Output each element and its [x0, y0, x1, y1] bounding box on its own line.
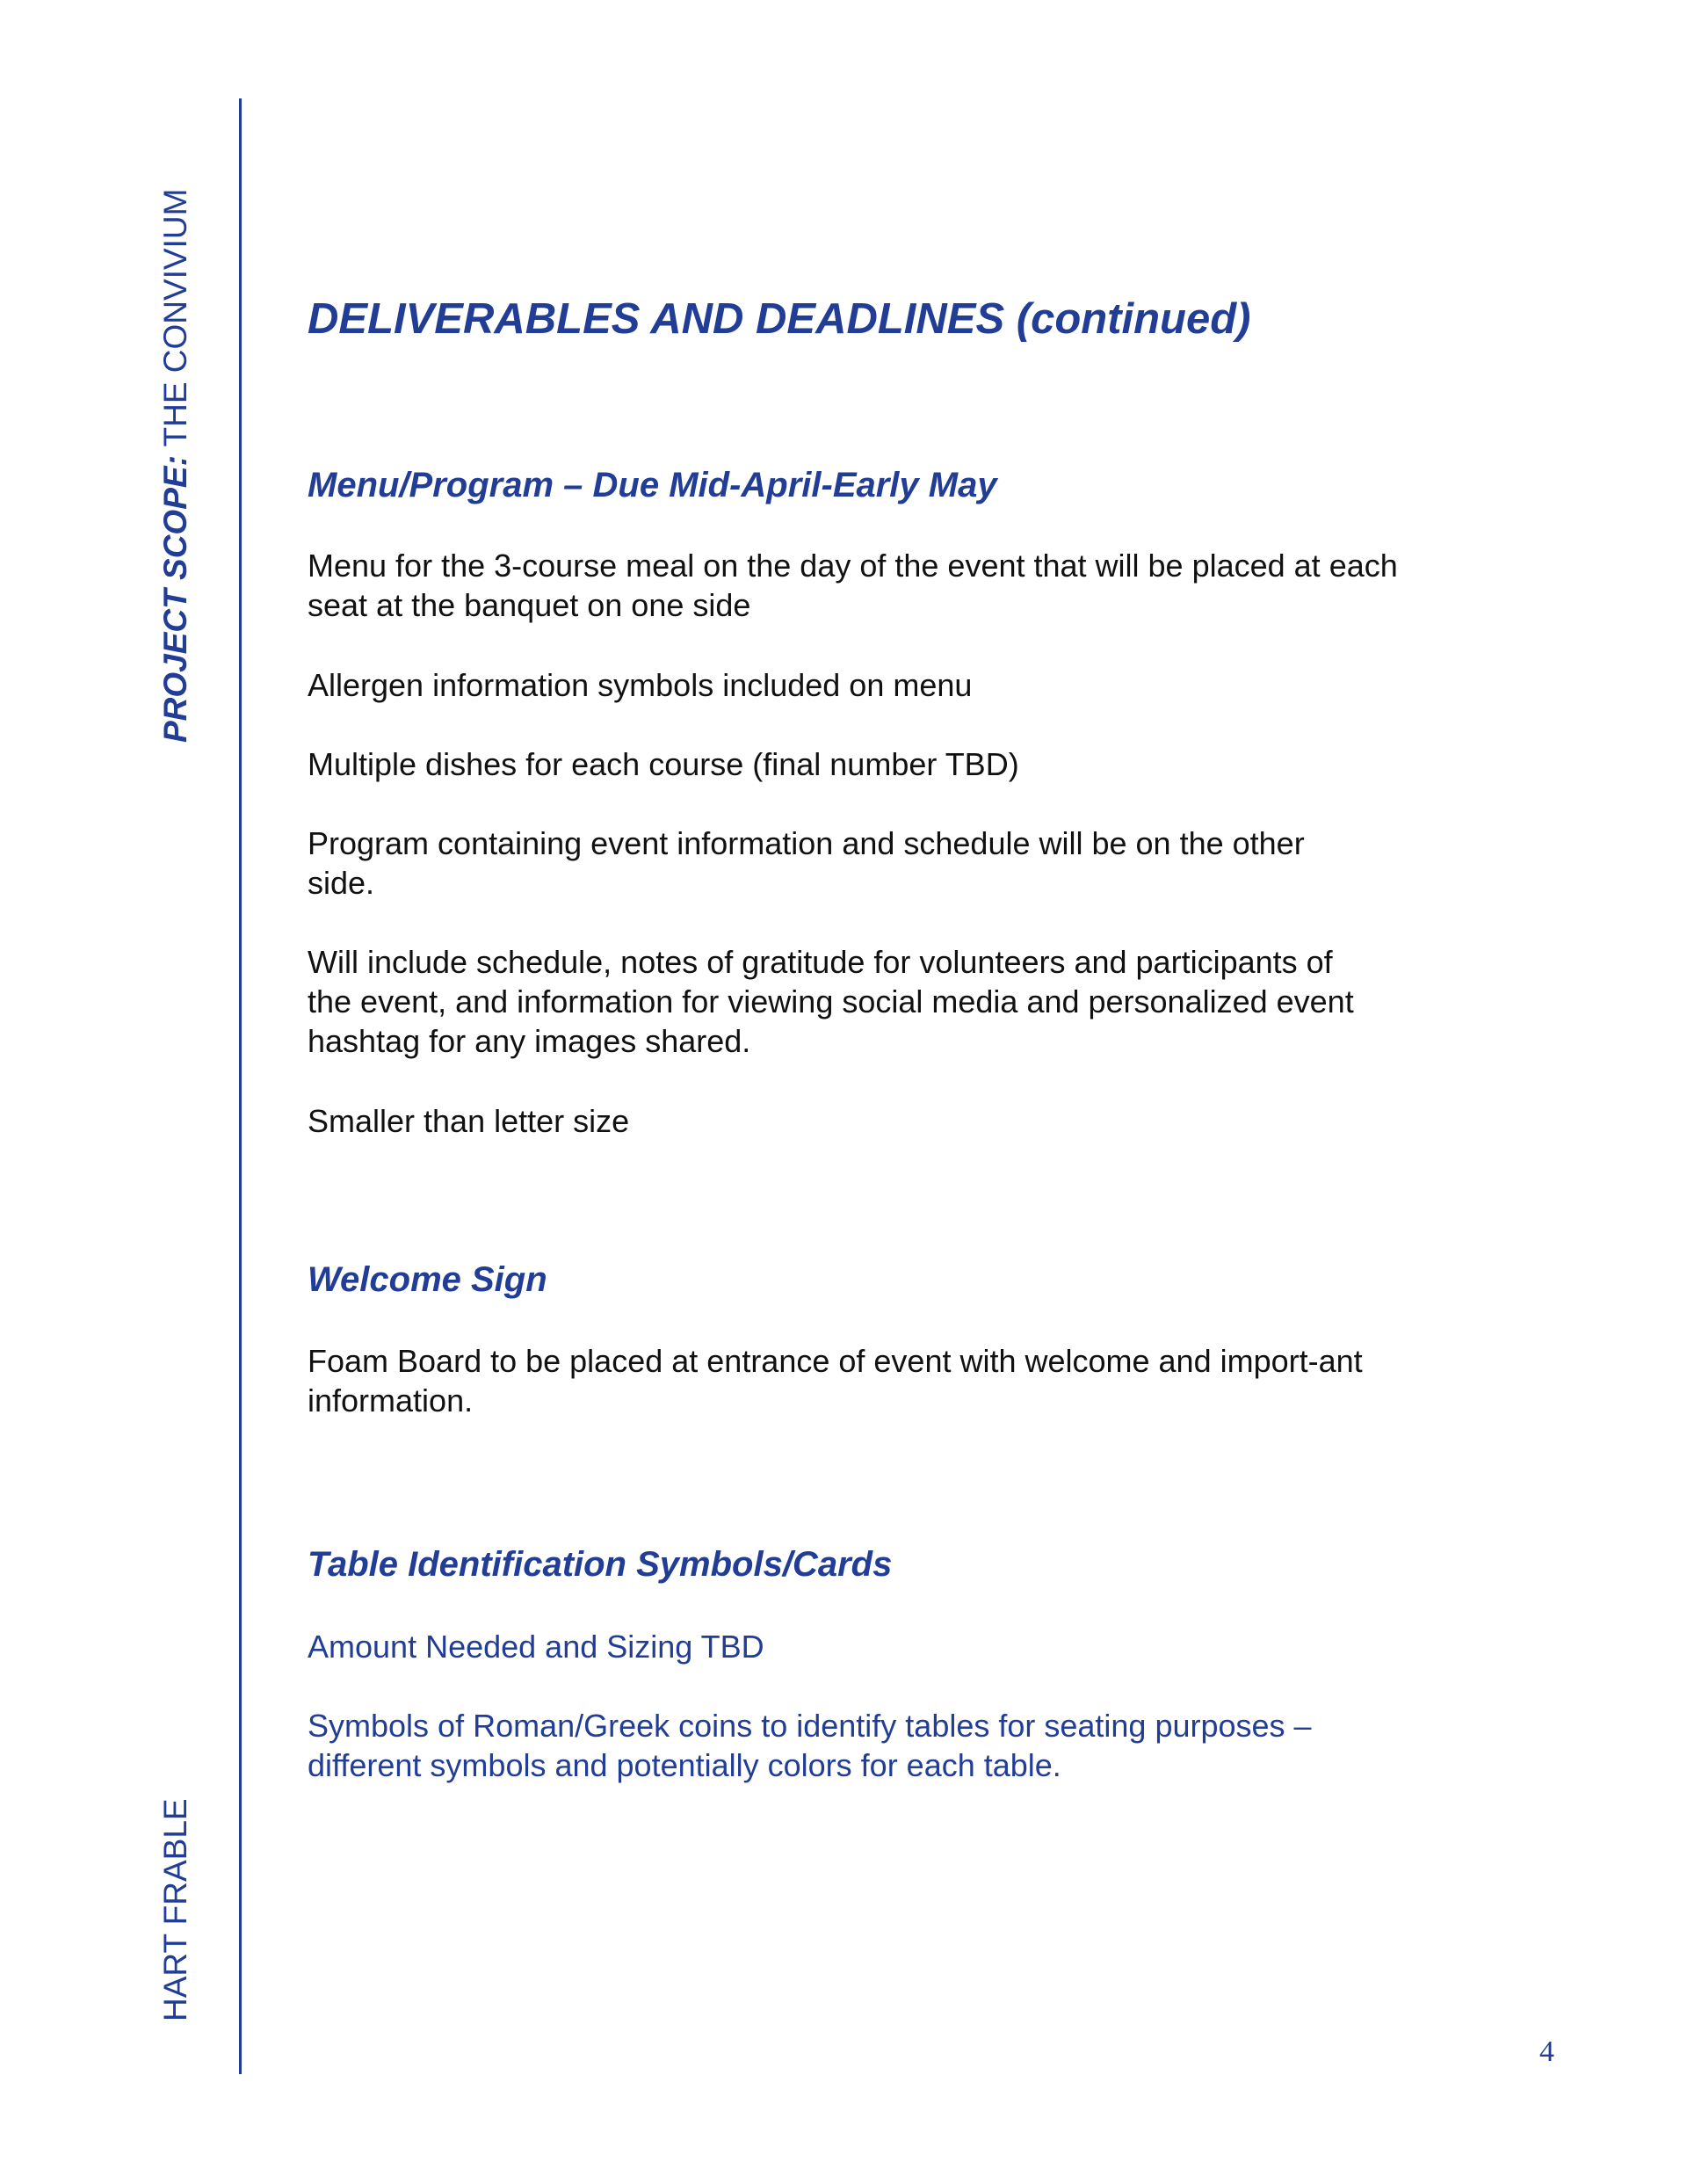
paragraph-amount-sizing: Amount Needed and Sizing TBD: [308, 1629, 764, 1665]
paragraph-coin-symbols: Symbols of Roman/Greek coins to identify tables for seating purposes – different symbols and potentially colors for each table.: [308, 1708, 1312, 1783]
section-heading-menu-program: Menu/Program – Due Mid-April-Early May: [308, 466, 997, 504]
paragraph-size-note: Smaller than letter size: [308, 1103, 630, 1139]
sidebar-project-name: THE CONVIVIUM: [157, 188, 193, 456]
page-title: DELIVERABLES AND DEADLINES (continued): [308, 295, 1251, 343]
section-heading-table-identification: Table Identification Symbols/Cards: [308, 1545, 893, 1584]
paragraph-menu-description: Menu for the 3-course meal on the day of the event that will be placed at each seat at the banquet on one side: [308, 548, 1398, 623]
paragraph-schedule-notes: Will include schedule, notes of gratitude for volunteers and participants of the event, and information for viewing social media and personalized event hashtag for any images shared.: [308, 944, 1354, 1059]
paragraph-multiple-dishes: Multiple dishes for each course (final number TBD): [308, 746, 1019, 782]
sidebar-author: HART FRABLE: [157, 1798, 193, 2021]
paragraph-program-info: Program containing event information and schedule will be on the other side.: [308, 825, 1305, 901]
paragraph-allergen-info: Allergen information symbols included on menu: [308, 667, 973, 703]
vertical-divider-rule: [239, 98, 242, 2074]
page-number: 4: [1539, 2035, 1554, 2068]
sidebar-project-scope: [158, 189, 193, 743]
section-heading-welcome-sign: Welcome Sign: [308, 1260, 547, 1299]
sidebar-project-label: PROJECT SCOPE:: [157, 455, 193, 743]
paragraph-foam-board: Foam Board to be placed at entrance of event with welcome and import-ant information.: [308, 1343, 1363, 1419]
